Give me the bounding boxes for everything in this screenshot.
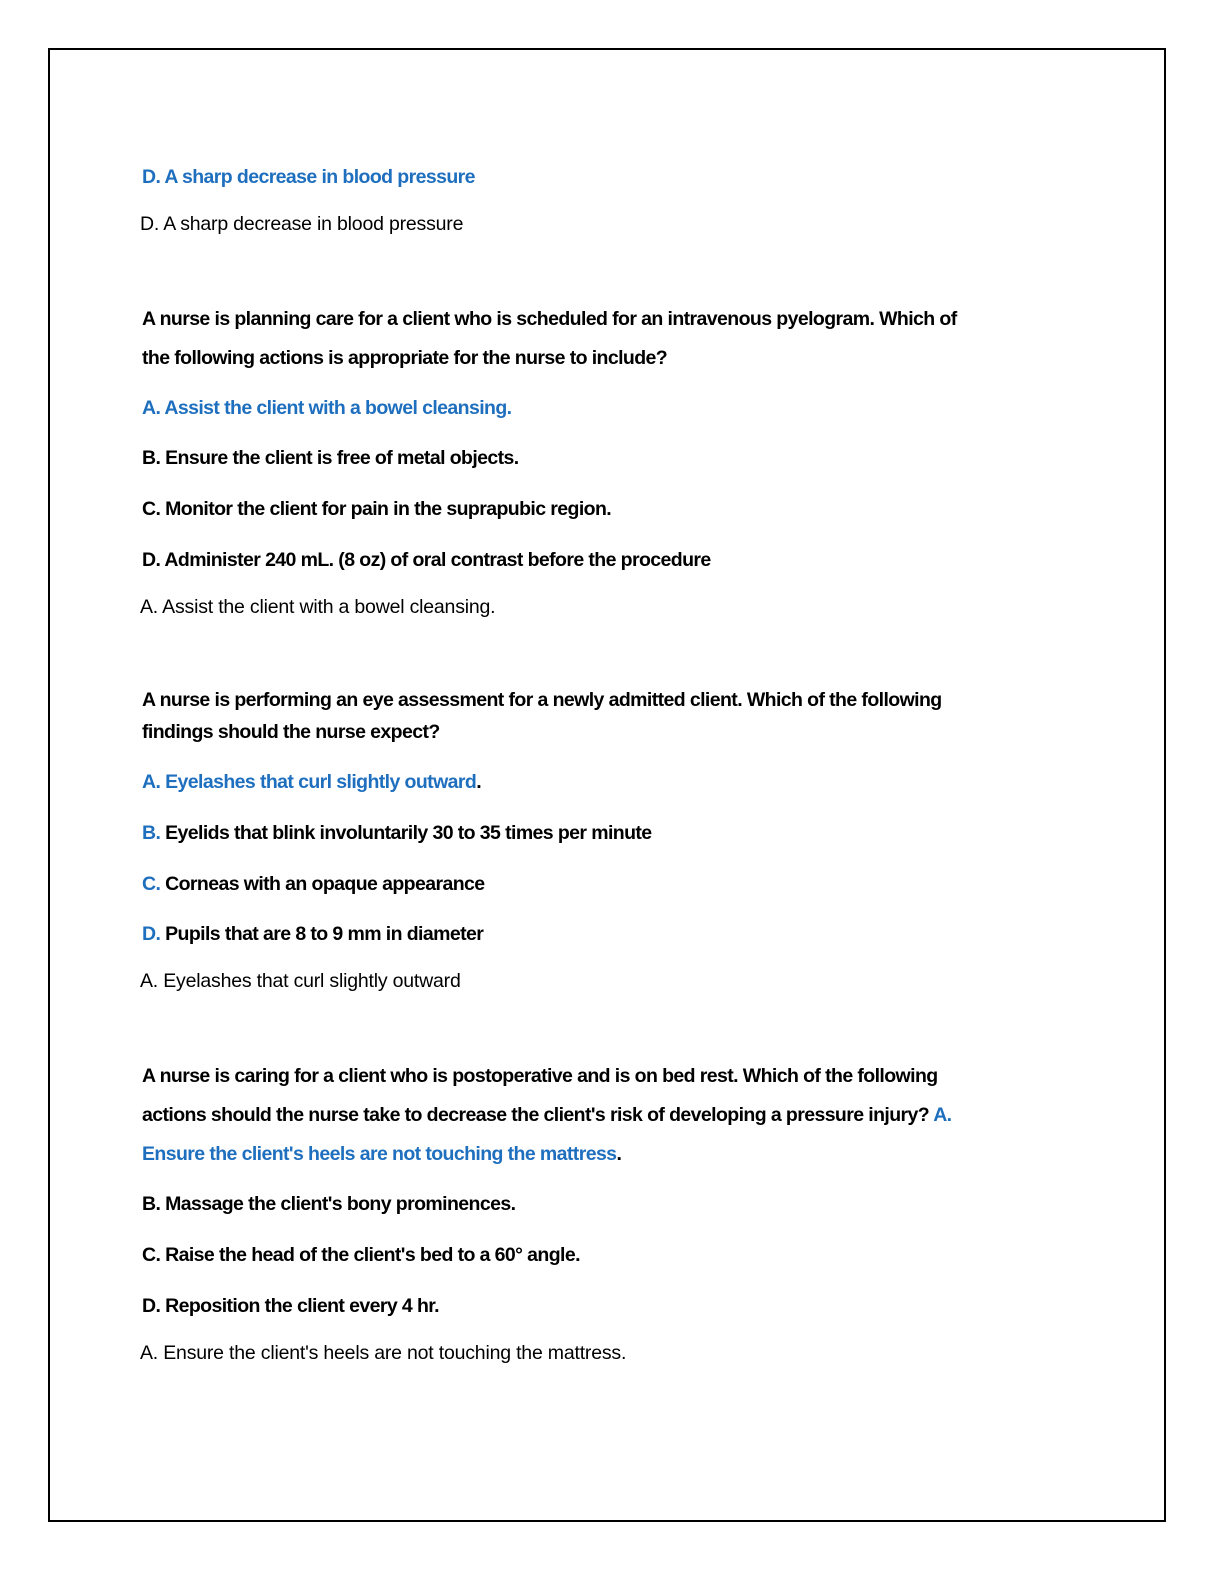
question-3-option-a-text: Ensure the client's heels are not touching the mattress (142, 1143, 617, 1165)
question-2-option-b-letter: B. (142, 822, 161, 844)
question-2-line-1: A nurse is performing an eye assessment for a newly admitted client. Which of the following (142, 689, 942, 711)
question-2-option-a (142, 770, 481, 794)
correct-option-highlight: D. A sharp decrease in blood pressure (142, 166, 475, 188)
question-1-line-1: A nurse is planning care for a client who is scheduled for an intravenous pyelogram. Which of (142, 308, 957, 330)
question-3-line-2 (142, 1103, 952, 1127)
question-2-option-d (142, 922, 483, 946)
question-3-option-d: D. Reposition the client every 4 hr. (142, 1295, 439, 1317)
question-3-answer: A. Ensure the client's heels are not touching the mattress. (140, 1342, 627, 1364)
question-2-option-c-letter: C. (142, 873, 161, 895)
question-2-option-d-text: Pupils that are 8 to 9 mm in diameter (160, 923, 484, 945)
question-2-option-a-period: . (476, 771, 482, 793)
question-2-option-d-letter: D. (142, 923, 161, 945)
question-1-answer: A. Assist the client with a bowel cleansing. (140, 596, 496, 618)
answer-text: D. A sharp decrease in blood pressure (140, 213, 464, 235)
question-1-option-c: C. Monitor the client for pain in the suprapubic region. (142, 498, 612, 520)
question-2-option-b (142, 821, 652, 845)
question-3-option-a-letter: A. (933, 1104, 952, 1126)
question-2-answer: A. Eyelashes that curl slightly outward (140, 970, 461, 992)
question-1-option-d: D. Administer 240 mL. (8 oz) of oral contrast before the procedure (142, 549, 711, 571)
question-3-option-b: B. Massage the client's bony prominences. (142, 1193, 516, 1215)
question-3-option-c: C. Raise the head of the client's bed to a 60° angle. (142, 1244, 580, 1266)
question-2-option-c (142, 872, 485, 896)
question-1-line-2: the following actions is appropriate for the nurse to include? (142, 347, 668, 369)
question-1-option-b: B. Ensure the client is free of metal objects. (142, 447, 519, 469)
question-2-line-2: findings should the nurse expect? (142, 721, 440, 743)
question-3-line-2-text: actions should the nurse take to decrease the client's risk of developing a pressure injury? (142, 1104, 934, 1126)
question-2-option-b-text: Eyelids that blink involuntarily 30 to 35 times per minute (160, 822, 652, 844)
question-3-option-a (142, 1142, 621, 1166)
question-2-option-a-text: A. Eyelashes that curl slightly outward (142, 771, 477, 793)
question-3-option-a-period: . (616, 1143, 622, 1165)
question-2-option-c-text: Corneas with an opaque appearance (160, 873, 485, 895)
question-3-line-1: A nurse is caring for a client who is postoperative and is on bed rest. Which of the following (142, 1065, 938, 1087)
question-1-option-a: A. Assist the client with a bowel cleansing. (142, 397, 512, 419)
